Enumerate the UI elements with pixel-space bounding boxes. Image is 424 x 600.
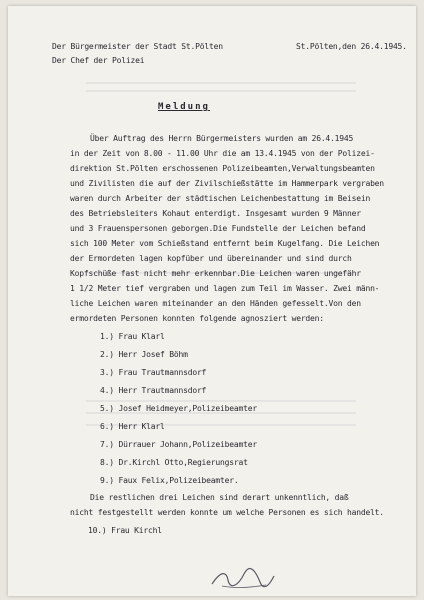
closing-line: nicht festgestellt werden konnte um welche Personen es sich handelt.: [70, 508, 384, 517]
body-line: liche Leichen waren miteinander an den Händen gefesselt.Von den: [70, 299, 361, 308]
body-line: der Ermordeten lagen kopfüber und übereinander und sind durch: [70, 254, 352, 263]
body-line: und 3 Frauenspersonen geborgen.Die Fundstelle der Leichen befand: [70, 224, 366, 233]
body-line: direktion St.Pölten erschossenen Polizeibeamten,Verwaltungsbeamten: [70, 164, 375, 173]
body-line: 1 1/2 Meter tief vergraben und lagen zum Teil im Wasser. Zwei männ-: [70, 284, 380, 293]
sender-line-1: Der Bürgermeister der Stadt St.Pölten: [52, 42, 223, 51]
victim-list-item: 5.) Josef Heidmeyer,Polizeibeamter: [100, 404, 257, 413]
victim-list-item: 4.) Herr Trautmannsdorf: [100, 386, 207, 395]
victim-list-item: 8.) Dr.Kirchl Otto,Regierungsrat: [100, 458, 248, 467]
body-line: des Betriebsleiters Kohaut enterdigt. Insgesamt wurden 9 Männer: [70, 209, 361, 218]
body-line: ermordeten Personen konnten folgende agnosziert werden:: [70, 314, 324, 323]
body-line: sich 100 Meter vom Schießstand entfernt beim Kugelfang. Die Leichen: [70, 239, 380, 248]
body-line: waren durch Arbeiter der städtischen Leichenbestattung im Beisein: [70, 194, 371, 203]
body-line: Kopfschüße fast nicht mehr erkennbar.Die Leichen waren ungefähr: [70, 269, 361, 278]
closing-line: Die restlichen drei Leichen sind derart unkenntlich, daß: [90, 493, 349, 502]
victim-list-item: 2.) Herr Josef Böhm: [100, 350, 188, 359]
victim-list-item: 1.) Frau Klarl: [100, 332, 165, 341]
place-date: St.Pölten,den 26.4.1945.: [296, 42, 407, 51]
victim-list-item: 9.) Faux Felix,Polizeibeamter.: [100, 476, 239, 485]
document-title: Meldung: [158, 102, 210, 112]
addendum-line: 10.) Frau Kirchl: [88, 526, 162, 535]
victim-list-item: 3.) Frau Trautmannsdorf: [100, 368, 207, 377]
body-line: und Zivilisten die auf der Zivilschießstätte im Hammerpark vergraben: [70, 179, 384, 188]
handwritten-signature-icon: [208, 566, 278, 590]
show-through-text: [86, 90, 356, 92]
body-line: in der Zeit von 8.00 - 11.00 Uhr die am 13.4.1945 von der Polizei-: [70, 149, 375, 158]
victim-list-item: 6.) Herr Klarl: [100, 422, 165, 431]
show-through-text: [86, 82, 356, 84]
victim-list-item: 7.) Dürrauer Johann,Polizeibeamter: [100, 440, 257, 449]
document-page: [8, 6, 416, 596]
body-line: Über Auftrag des Herrn Bürgermeisters wurden am 26.4.1945: [90, 134, 354, 143]
sender-line-2: Der Chef der Polizei: [52, 56, 145, 65]
show-through-text: [86, 400, 356, 402]
